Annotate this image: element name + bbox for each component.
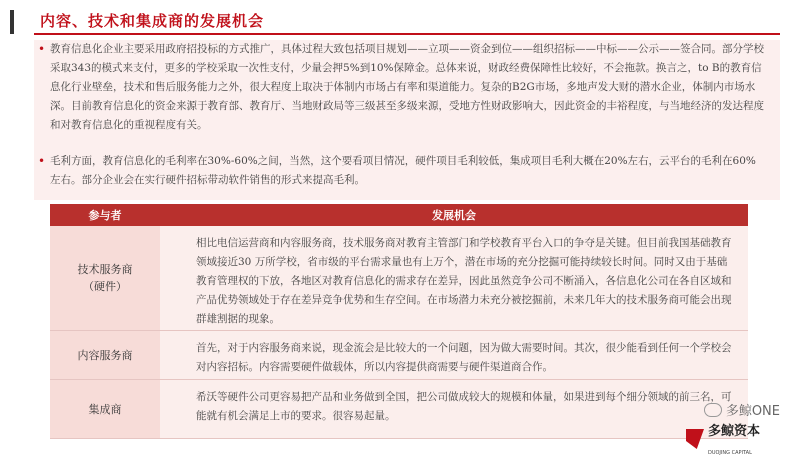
table-header [50, 204, 748, 226]
left-accent-bar [10, 10, 14, 34]
opportunity-cell: 希沃等硬件公司更容易把产品和业务做到全国，把公司做成较大的规模和体量，如果进到每个细分领域的前三名，可能就有机会满足上市的要求。很容易起量。 [160, 380, 748, 438]
bullet-icon: • [38, 42, 46, 56]
logo-text-group [708, 420, 760, 458]
role-label: 内容服务商 [77, 348, 133, 362]
watermark-text: 多鲸ONE [725, 404, 780, 419]
wechat-icon [704, 403, 722, 417]
role-label: 技术服务商 [77, 263, 133, 276]
opportunity-table [50, 204, 748, 439]
brand-logo [686, 420, 760, 458]
table-row [50, 380, 748, 439]
bullet-section [34, 40, 780, 200]
bullet-text: 教育信息化企业主要采用政府招投标的方式推广，具体过程大致包括项目规划——立项——资金到位——组织招标——中标——公示——签合同。部分学校采取343的模式来支付，更多的学校采取一次性支付，少量会押5%到10%保障金。总体来说，财政经费保障性比较好，不会拖款。换言之，to B的教育信息化行业壁垒，技术和售后服务能力之外，很大程度上取决于体制内市场占有率和渠道能力。复杂的B2G市场，多地声发大财的潜水企业，体制内市场水深。目前教育信息化的资金来源于教育部、教育厅、当地财政局等三级甚至多级来源，受地方性财政影响大，因此资金的丰裕程度，与当地经济的发达程度和对教育信息化的重视程度有关。 [50, 43, 764, 131]
bullet-text: 毛利方面，教育信息化的毛利率在30%-60%之间，当然，这个要看项目情况，硬件项目毛利较低，集成项目毛利大概在20%左右，云平台的毛利在60%左右。部分企业会在实行硬件招标带动软件销售的形式来提高毛利。 [50, 155, 756, 186]
header-role: 参与者 [88, 209, 122, 222]
role-cell [50, 380, 160, 438]
table-row [50, 226, 748, 331]
role-label: 集成商 [88, 402, 122, 416]
role-cell [50, 226, 160, 330]
bullet-paragraph-1 [38, 40, 766, 135]
page-title: 内容、技术和集成商的发展机会 [40, 12, 265, 30]
logo-mark-icon [686, 429, 704, 449]
bullet-paragraph-2 [38, 152, 766, 190]
table-row [50, 331, 748, 380]
logo-name: 多鲸资本 [707, 424, 760, 439]
logo-subtitle: DUOJING CAPITAL [707, 450, 752, 456]
header-opportunity: 发展机会 [432, 209, 476, 222]
title-underline [34, 33, 780, 35]
opportunity-cell: 首先，对于内容服务商来说，现金流会是比较大的一个问题，因为做大需要时间。其次，很少能看到任何一个学校会对内容招标。内容需要硬件做载体，所以内容提供商需要与硬件渠道商合作。 [160, 331, 748, 379]
role-cell [50, 331, 160, 379]
opportunity-cell: 相比电信运营商和内容服务商，技术服务商对教育主管部门和学校教育平台入口的争夺是关键。但目前我国基础教育领域接近30 万所学校，省市级的平台需求量也有上万个，潜在市场的充分挖掘可能持续较长时间。同时又由于基础教育管理权的下放，各地区对教育信息化的需求存在差异，因此虽然竞争公司不断涌入，各信息化公司在各自区域和产品优势领域处于存在差异竞争优势和生存空间。在市场潜力未充分被挖掘前，未来几年大的技术服务商可能会出现群雄割据的现象。 [160, 226, 748, 330]
role-sublabel: （硬件） [83, 280, 127, 293]
bullet-icon: • [38, 154, 46, 168]
wechat-watermark [704, 400, 780, 419]
